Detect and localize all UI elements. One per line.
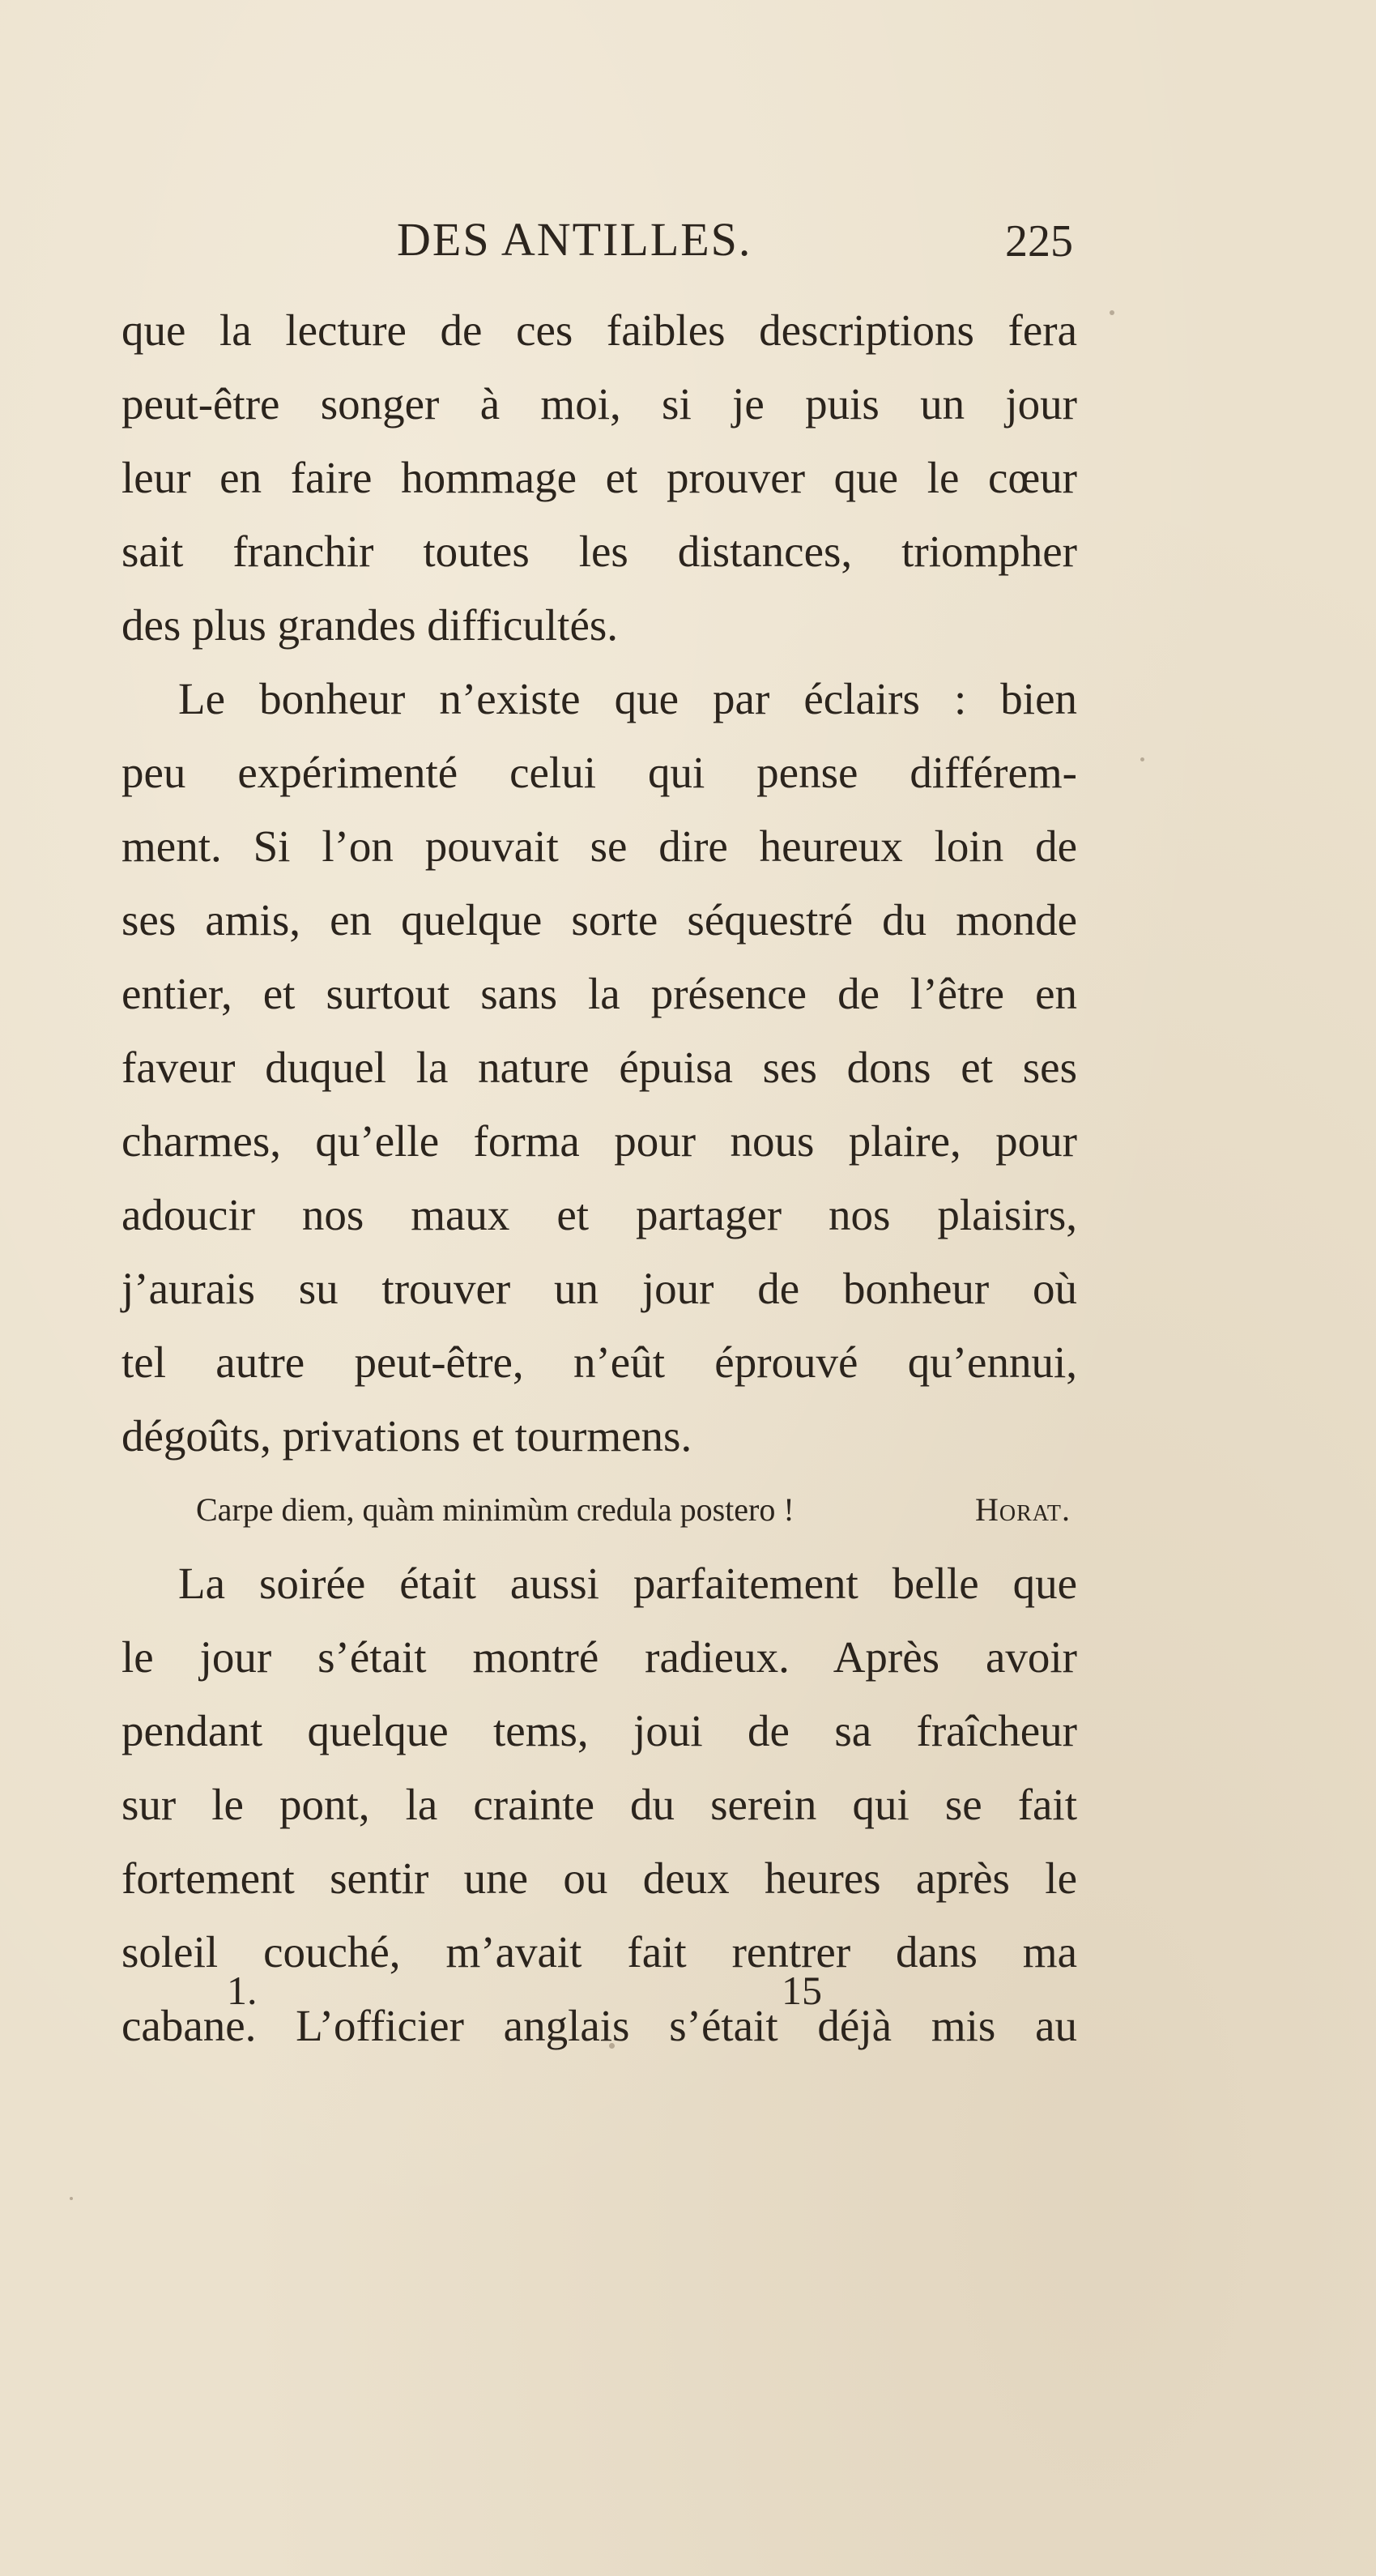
text-line: entier, et surtout sans la présence de l’être en: [121, 969, 1077, 1018]
text-line: adoucir nos maux et partager nos plaisirs,: [121, 1190, 1077, 1239]
text-line: dégoûts, privations et tourmens.: [121, 1411, 692, 1461]
paper-speck: [70, 2197, 73, 2200]
text-line: Le bonheur n’existe que par éclairs : bien: [178, 674, 1077, 723]
signature-number: 15: [782, 1968, 822, 2013]
page-header: [121, 212, 1073, 277]
running-title: DES ANTILLES.: [397, 213, 752, 266]
page-number: 225: [1005, 216, 1073, 267]
text-line: cabane. L’officier anglais s’était déjà mis au: [121, 2001, 1077, 2050]
text-line: des plus grandes difficultés.: [121, 600, 619, 650]
text-line: La soirée était aussi parfaitement belle que: [178, 1559, 1077, 1608]
text-line: j’aurais su trouver un jour de bonheur où: [121, 1264, 1077, 1313]
quotation-text: Carpe diem, quàm minimùm credula postero !: [196, 1491, 795, 1528]
body-text: [121, 293, 1077, 2062]
text-line: sait franchir toutes les distances, triompher: [121, 527, 1077, 576]
epigraph-quotation: [121, 1473, 1077, 1546]
text-line: charmes, qu’elle forma pour nous plaire, pour: [121, 1116, 1077, 1166]
text-line: soleil couché, m’avait fait rentrer dans ma: [121, 1927, 1077, 1977]
text-line: peut-être songer à moi, si je puis un jour: [121, 379, 1077, 429]
text-line: pendant quelque tems, joui de sa fraîcheur: [121, 1706, 1077, 1755]
text-line: que la lecture de ces faibles descriptions fera: [121, 305, 1077, 355]
text-line: sur le pont, la crainte du serein qui se fait: [121, 1780, 1077, 1829]
paragraph: [121, 662, 1077, 1473]
text-line: tel autre peut-être, n’eût éprouvé qu’ennui,: [121, 1337, 1077, 1387]
signature-mark: 1.: [227, 1968, 258, 2013]
text-line: peu expérimenté celui qui pense différem-: [121, 748, 1077, 797]
text-line: ses amis, en quelque sorte séquestré du monde: [121, 895, 1077, 945]
text-line: ment. Si l’on pouvait se dire heureux loin de: [121, 821, 1077, 871]
text-line: fortement sentir une ou deux heures après le: [121, 1853, 1077, 1903]
page-footer: [121, 1967, 1077, 2024]
paragraph: [121, 293, 1077, 662]
text-line: le jour s’était montré radieux. Après avoir: [121, 1632, 1077, 1682]
text-line: leur en faire hommage et prouver que le cœur: [121, 453, 1077, 502]
paper-speck: [1140, 757, 1144, 761]
quotation-author: Horat.: [974, 1491, 1071, 1528]
text-line: faveur duquel la nature épuisa ses dons et ses: [121, 1043, 1077, 1092]
paper-speck: [1110, 310, 1114, 315]
